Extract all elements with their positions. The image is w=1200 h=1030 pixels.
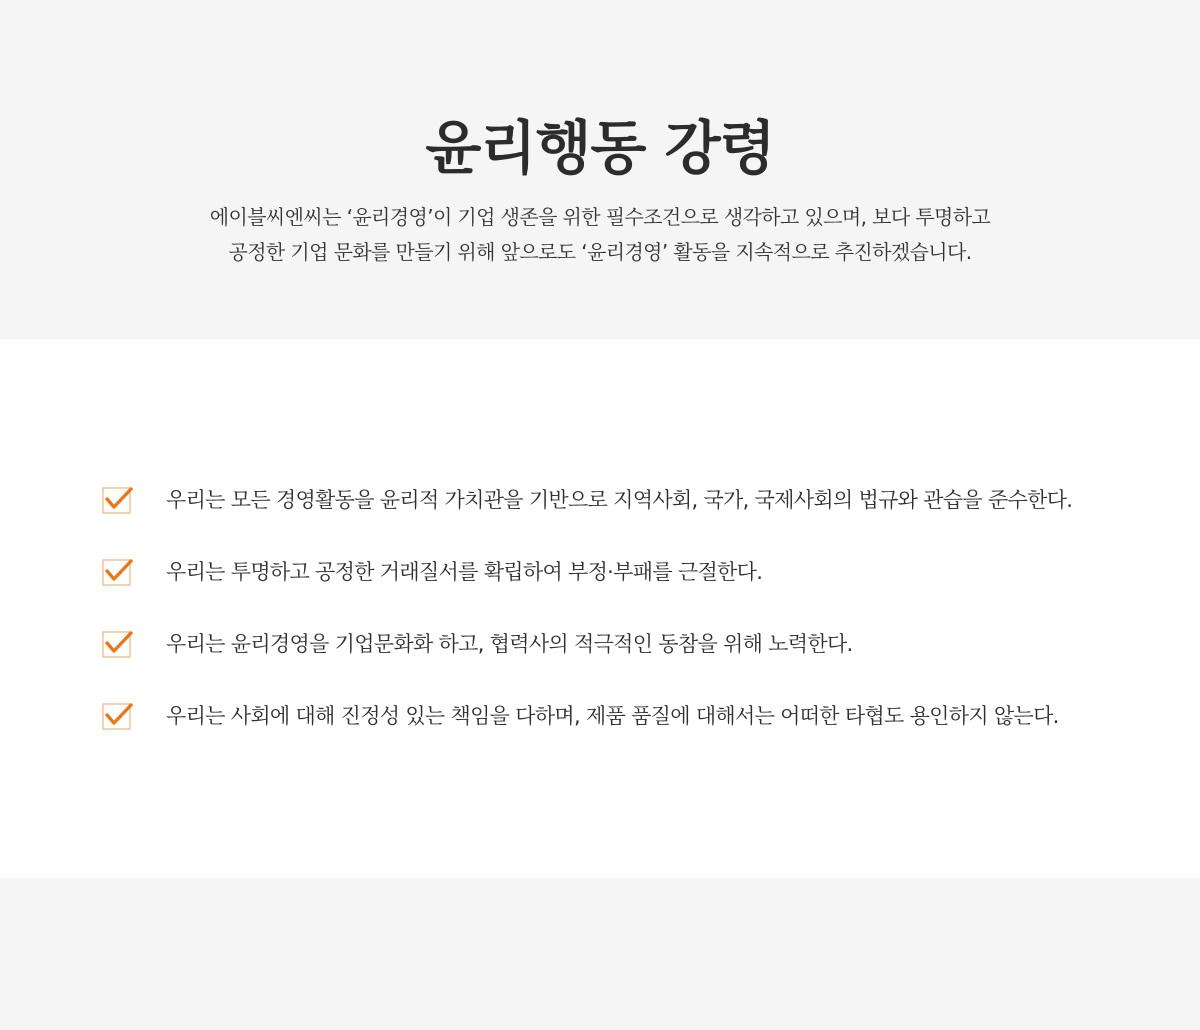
footer-band <box>0 878 1200 1030</box>
principles-section <box>0 339 1200 878</box>
check-icon <box>102 630 133 658</box>
principle-item-4 <box>102 700 1162 732</box>
check-icon <box>102 702 133 730</box>
hero-section <box>0 0 1200 339</box>
hero-description <box>100 200 1100 270</box>
check-icon <box>102 558 133 586</box>
principle-item-3 <box>102 628 1162 660</box>
principle-text: 우리는 모든 경영활동을 윤리적 가치관을 기반으로 지역사회, 국가, 국제사회의 법규와 관습을 준수한다. <box>166 488 1073 512</box>
principle-text: 우리는 투명하고 공정한 거래질서를 확립하여 부정·부패를 근절한다. <box>166 560 763 584</box>
check-icon <box>102 486 133 514</box>
page-title: 윤리행동 강령 <box>425 114 775 182</box>
principle-item-2 <box>102 556 1162 588</box>
hero-description-line-2: 공정한 기업 문화를 만들기 위해 앞으로도 ‘윤리경영’ 활동을 지속적으로 추진하겠습니다. <box>228 240 972 264</box>
hero-description-line-1: 에이블씨엔씨는 ‘윤리경영’이 기업 생존을 위한 필수조건으로 생각하고 있으며, 보다 투명하고 <box>209 205 991 229</box>
principle-item-1 <box>102 484 1162 516</box>
principle-text: 우리는 사회에 대해 진정성 있는 책임을 다하며, 제품 품질에 대해서는 어떠한 타협도 용인하지 않는다. <box>166 704 1059 728</box>
principle-text: 우리는 윤리경영을 기업문화화 하고, 협력사의 적극적인 동참을 위해 노력한다. <box>166 632 853 656</box>
